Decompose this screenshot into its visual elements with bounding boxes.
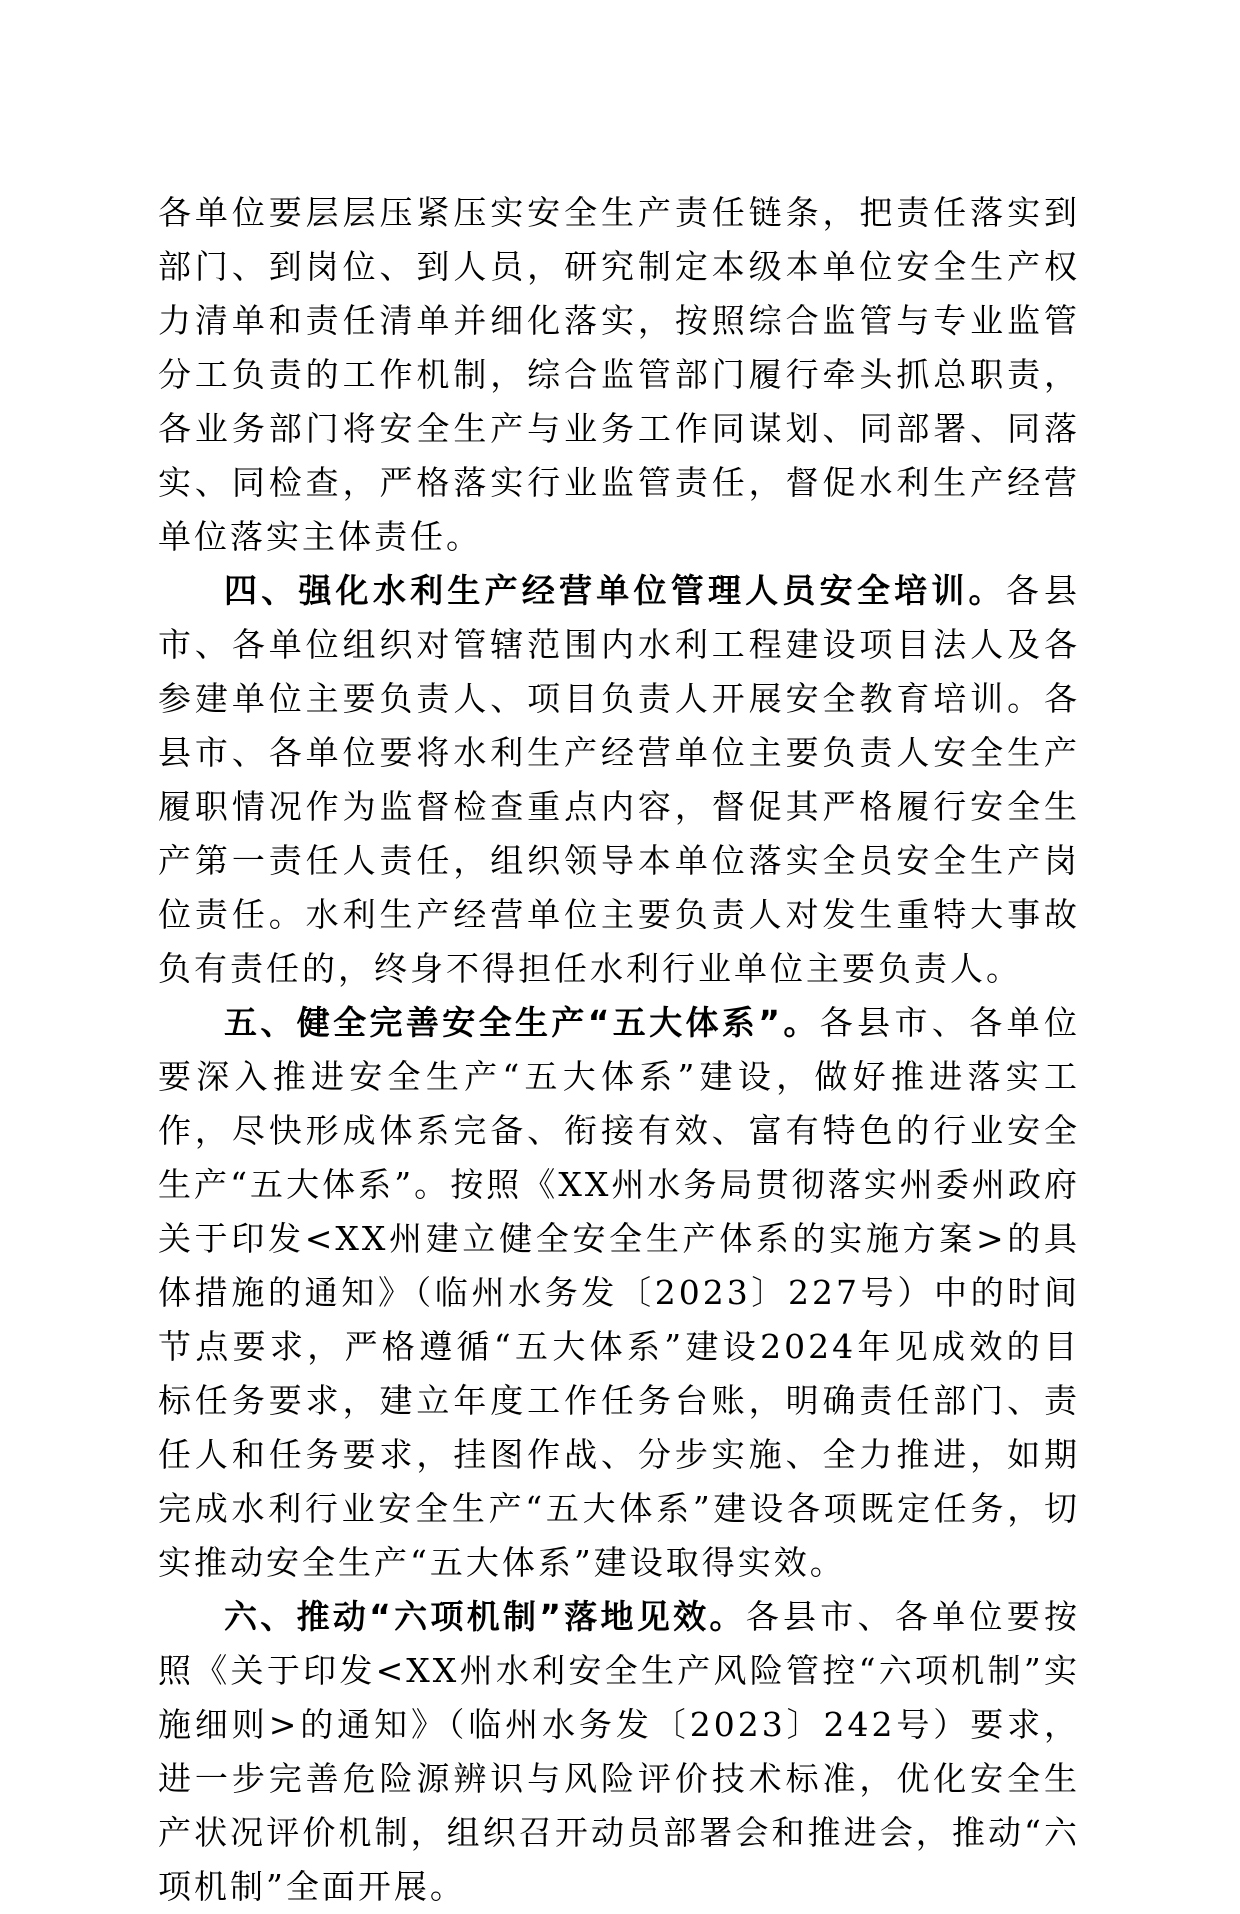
paragraph-body: 各县市、各单位要按照《关于印发<XX州水利安全生产风险管控“六项机制”实施细则>的通知》（临州水务发〔2023〕242号）要求，进一步完善危险源辨识与风险评价技术标准，优化安全生产状况评价机制，组织召开动员部署会和推进会，推动“六项机制”全面开展。 <box>158 1597 1080 1906</box>
paragraph-body: 各县市、各单位组织对管辖范围内水利工程建设项目法人及各参建单位主要负责人、项目负责人开展安全教育培训。各县市、各单位要将水利生产经营单位主要负责人安全生产履职情况作为监督检查重点内容，督促其严格履行安全生产第一责任人责任，组织领导本单位落实全员安全生产岗位责任。水利生产经营单位主要负责人对发生重特大事故负有责任的，终身不得担任水利行业单位主要负责人。 <box>158 571 1081 988</box>
section-heading-four: 四、强化水利生产经营单位管理人员安全培训。 <box>224 571 1006 610</box>
paragraph-section-five <box>158 996 1080 1590</box>
paragraph-body: 各县市、各单位要深入推进安全生产“五大体系”建设，做好推进落实工作，尽快形成体系完备、衔接有效、富有特色的行业安全生产“五大体系”。按照《XX州水务局贯彻落实州委州政府关于印发<XX州建立健全安全生产体系的实施方案>的具体措施的通知》（临州水务发〔2023〕227号）中的时间节点要求，严格遵循“五大体系”建设2024年见成效的目标任务要求，建立年度工作任务台账，明确责任部门、责任人和任务要求，挂图作战、分步实施、全力推进，如期完成水利行业安全生产“五大体系”建设各项既定任务，切实推动安全生产“五大体系”建设取得实效。 <box>158 1003 1080 1582</box>
document-body <box>158 186 1080 1914</box>
section-heading-six: 六、推动“六项机制”落地见效。 <box>224 1597 746 1636</box>
paragraph-section-four <box>158 564 1080 996</box>
paragraph-responsibility-chain <box>158 186 1080 564</box>
paragraph-section-six <box>158 1590 1080 1914</box>
section-heading-five: 五、健全完善安全生产“五大体系”。 <box>224 1003 820 1042</box>
paragraph-body: 各单位要层层压紧压实安全生产责任链条，把责任落实到部门、到岗位、到人员，研究制定本级本单位安全生产权力清单和责任清单并细化落实，按照综合监管与专业监管分工负责的工作机制，综合监管部门履行牵头抓总职责，各业务部门将安全生产与业务工作同谋划、同部署、同落实、同检查，严格落实行业监管责任，督促水利生产经营单位落实主体责任。 <box>158 193 1080 556</box>
